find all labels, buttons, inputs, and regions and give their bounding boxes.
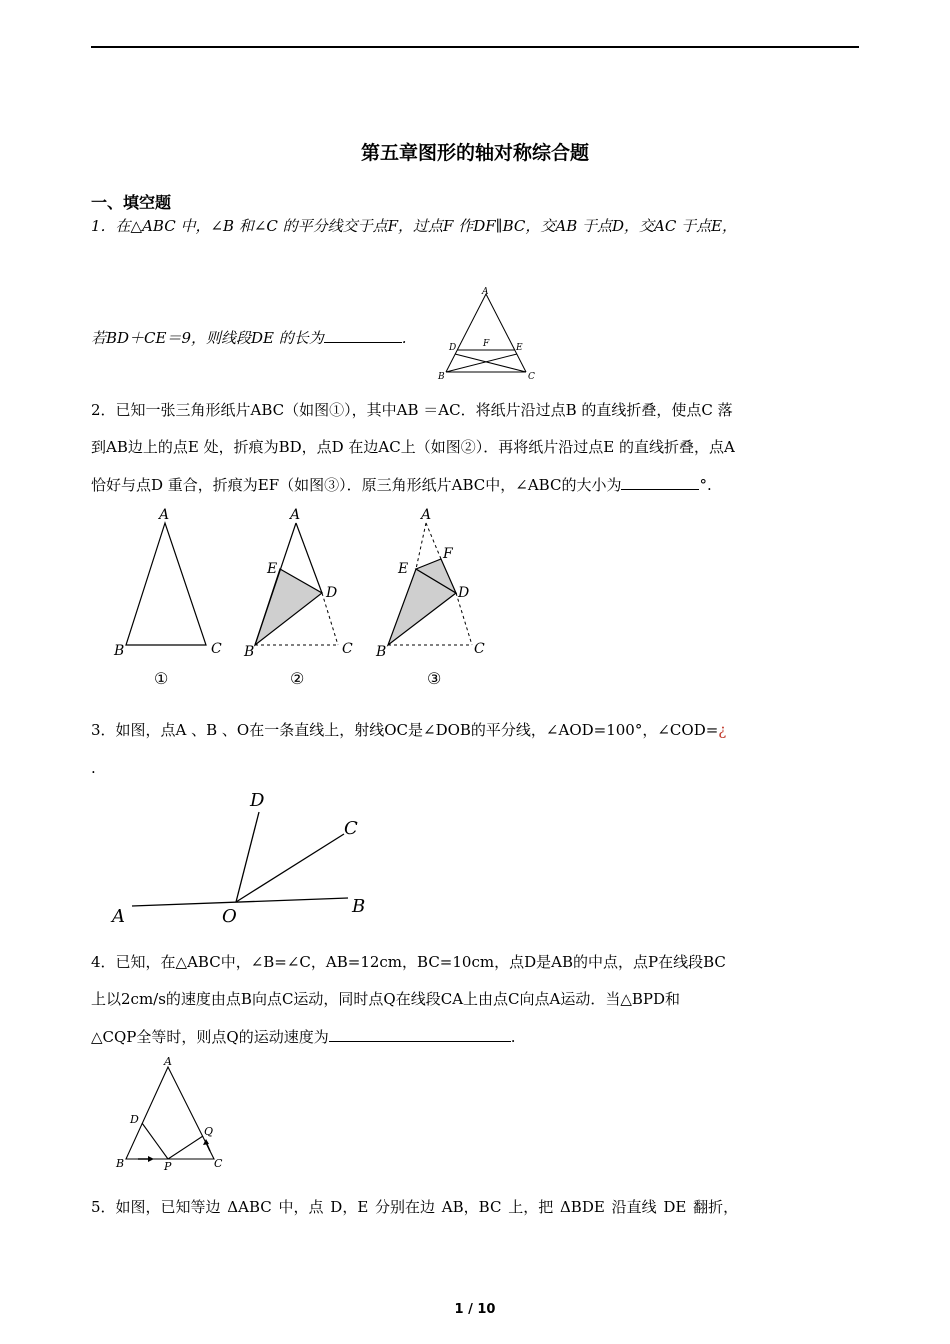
q4-label-a: A [164,1055,172,1068]
q3-label-b: B [352,896,366,917]
q4-label-p: P [164,1160,172,1173]
q3-line-2: . [91,759,96,777]
q3-mark: ¿ [718,721,727,739]
q4-answer-blank[interactable] [329,1027,511,1042]
q4-arrowhead-p [148,1156,154,1162]
q2-fig2-label-c: C [342,641,353,657]
q3-figure [108,786,378,930]
q4-label-b: B [116,1157,125,1170]
q2-line-1: 2．已知一张三角形纸片ABC（如图①），其中AB ＝AC．将纸片沿过点B 的直线折叠，使点C 落 [91,401,733,419]
q2-fig3-label-a: A [421,507,432,523]
q2-caption-2: ② [290,669,305,688]
q1-bisector-c [455,354,526,372]
q3-label-o: O [222,906,237,927]
header-rule [91,46,859,48]
q2-fig3-label-f: F [443,546,453,562]
q3-text: 3．如图，点A 、B 、O在一条直线上，射线OC是∠DOB的平分线，∠AOD=100°，∠COD= [91,721,719,739]
q1-label-f: F [483,339,490,349]
q5-line-1: 5．如图，已知等边 ΔABC 中，点 D，E 分别在边 AB，BC 上，把 ΔBDE 沿直线 DE 翻折， [91,1198,739,1216]
q2-fig2-label-a: A [290,507,301,523]
page-title: 第五章图形的轴对称综合题 [360,142,589,164]
q4-line-1: 4．已知，在△ABC中，∠B=∠C，AB=12cm，BC=10cm，点D是AB的中点，点P在线段BC [91,953,726,971]
q2-figure-1 [126,523,206,645]
q2-text: 恰好与点D 重合，折痕为EF（如图③）．原三角形纸片ABC中，∠ABC的大小为 [91,476,622,494]
q4-segment-dp [142,1123,168,1159]
q2-fig1-label-a: A [159,507,170,523]
q1-label-d: D [449,343,457,353]
q2-figures [108,503,498,663]
q2-fig3-label-d: D [458,585,470,601]
q1-label-a: A [482,287,489,297]
q4-period: . [510,1028,516,1046]
q4-segment-pq [168,1136,203,1159]
q2-caption-3: ③ [427,669,442,688]
page-number: 1 / 10 [454,1302,496,1317]
q1-label-c: C [528,372,535,382]
q2-line-2: 到AB边上的点E 处，折痕为BD，点D 在边AC上（如图②）．再将纸片沿过点E 的直线折叠，点A [91,438,735,456]
q4-label-d: D [130,1113,139,1126]
q4-text: △CQP全等时，则点Q的运动速度为 [91,1028,329,1046]
q2-line-3 [91,475,712,495]
q3-ray-od [236,812,259,902]
q2-fig1-label-c: C [211,641,222,657]
q2-figure-3 [388,523,472,645]
q1-line-2 [91,328,407,348]
q4-label-q: Q [204,1125,214,1138]
q4-figure [108,1055,232,1175]
q2-fig2-label-d: D [326,585,338,601]
q2-fig3-label-c: C [474,641,485,657]
q4-triangle [126,1067,214,1159]
q1-period: . [401,329,407,347]
q3-label-c: C [344,818,358,839]
q2-figure-2 [255,523,338,645]
q3-line-1 [91,720,726,740]
q2-caption-1: ① [154,669,169,688]
q3-label-a: A [112,906,125,927]
q1-bisector-b [446,354,517,372]
q2-fig1-label-b: B [114,643,125,659]
q1-label-b: B [438,372,445,382]
q4-label-c: C [214,1157,223,1170]
q4-line-3 [91,1027,515,1047]
q3-ray-oc [236,834,344,902]
q1-text: 若BD＋CE＝9，则线段DE 的长为 [91,329,324,347]
q4-line-2: 上以2cm/s的速度由点B向点C运动，同时点Q在线段CA上由点C向点A运动．当△BPD和 [91,990,681,1008]
q2-answer-blank[interactable] [621,475,699,490]
q1-answer-blank[interactable] [324,328,402,343]
q3-label-d: D [250,790,265,811]
q2-fig2-label-e: E [267,561,278,577]
q1-label-e: E [516,343,523,353]
q2-fig3-label-b: B [376,644,387,660]
section-heading: 一、填空题 [91,193,172,212]
q2-fig2-label-b: B [244,644,255,660]
q1-figure [436,286,540,382]
q2-fig3-label-e: E [398,561,409,577]
q2-degree: °. [699,476,712,494]
q1-line-1: 1．在△ABC 中，∠B 和∠C 的平分线交于点F，过点F 作DF∥BC，交AB 于点D，交AC 于点E， [91,217,738,235]
